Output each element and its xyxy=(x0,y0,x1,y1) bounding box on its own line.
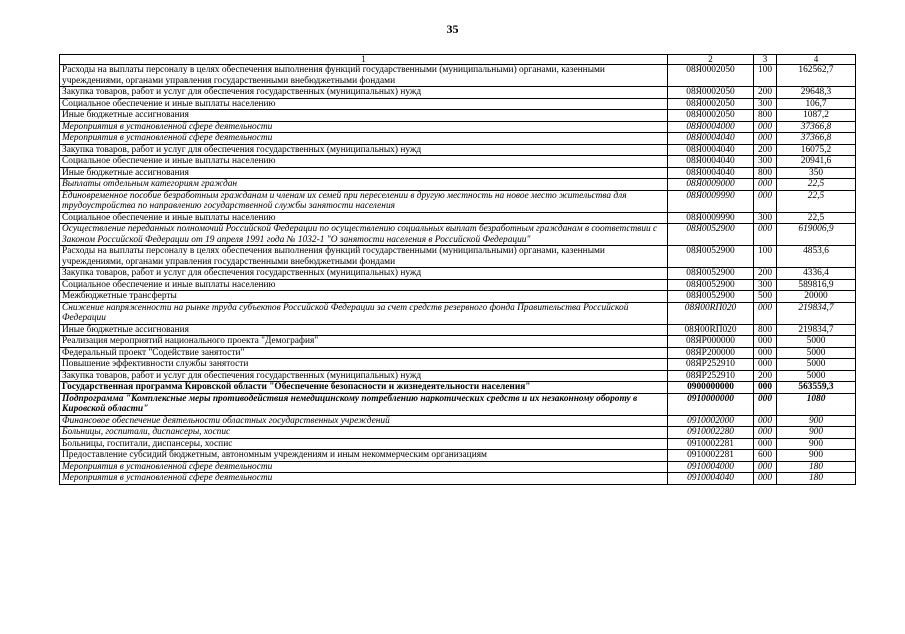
row-name-cell: Закупка товаров, работ и услуг для обеспечения государственных (муниципальных) нужд xyxy=(60,144,668,156)
table-row xyxy=(60,98,856,110)
row-code-cell: 0910002281 xyxy=(668,450,754,462)
table-row xyxy=(60,347,856,359)
row-vr-cell: 100 xyxy=(754,246,777,268)
row-sum-cell: 900 xyxy=(777,450,856,462)
row-sum-cell: 180 xyxy=(777,473,856,485)
table-row xyxy=(60,65,856,87)
budget-table xyxy=(59,54,856,485)
row-sum-cell: 37366,8 xyxy=(777,133,856,145)
row-name-cell: Реализация мероприятий национального проекта "Демография" xyxy=(60,336,668,348)
row-vr-cell: 200 xyxy=(754,144,777,156)
table-row xyxy=(60,246,856,268)
row-code-cell: 08Я0004040 xyxy=(668,167,754,179)
header-col-4: 4 xyxy=(777,55,856,65)
row-sum-cell: 350 xyxy=(777,167,856,179)
row-name-cell: Закупка товаров, работ и услуг для обеспечения государственных (муниципальных) нужд xyxy=(60,268,668,280)
row-sum-cell: 29648,3 xyxy=(777,87,856,99)
row-name-cell: Закупка товаров, работ и услуг для обеспечения государственных (муниципальных) нужд xyxy=(60,87,668,99)
row-vr-cell: 000 xyxy=(754,427,777,439)
row-vr-cell: 200 xyxy=(754,370,777,382)
row-sum-cell: 106,7 xyxy=(777,98,856,110)
row-code-cell: 08Я0052900 xyxy=(668,279,754,291)
row-vr-cell: 200 xyxy=(754,87,777,99)
table-row xyxy=(60,427,856,439)
row-name-cell: Социальное обеспечение и иные выплаты населению xyxy=(60,212,668,224)
row-vr-cell: 000 xyxy=(754,359,777,371)
row-sum-cell: 219834,7 xyxy=(777,302,856,324)
row-sum-cell: 16075,2 xyxy=(777,144,856,156)
row-vr-cell: 000 xyxy=(754,336,777,348)
row-vr-cell: 300 xyxy=(754,156,777,168)
row-name-cell: Повышение эффективности службы занятости xyxy=(60,359,668,371)
row-sum-cell: 37366,8 xyxy=(777,121,856,133)
row-vr-cell: 000 xyxy=(754,415,777,427)
row-vr-cell: 300 xyxy=(754,98,777,110)
row-vr-cell: 000 xyxy=(754,190,777,212)
row-name-cell: Выплаты отдельным категориям граждан xyxy=(60,179,668,191)
row-sum-cell: 900 xyxy=(777,427,856,439)
row-code-cell: 08Я0004040 xyxy=(668,156,754,168)
table-row xyxy=(60,450,856,462)
row-sum-cell: 22,5 xyxy=(777,212,856,224)
row-code-cell: 08ЯP252910 xyxy=(668,370,754,382)
row-vr-cell: 200 xyxy=(754,268,777,280)
row-vr-cell: 800 xyxy=(754,167,777,179)
row-vr-cell: 000 xyxy=(754,393,777,415)
table-header-row xyxy=(60,55,856,65)
row-sum-cell: 589816,9 xyxy=(777,279,856,291)
row-code-cell: 0910002280 xyxy=(668,427,754,439)
row-sum-cell: 1087,2 xyxy=(777,110,856,122)
row-name-cell: Больницы, госпитали, диспансеры, хоспис xyxy=(60,427,668,439)
row-code-cell: 08Я0002050 xyxy=(668,65,754,87)
row-name-cell: Иные бюджетные ассигнования xyxy=(60,110,668,122)
row-name-cell: Федеральный проект "Содействие занятости" xyxy=(60,347,668,359)
table-row xyxy=(60,144,856,156)
row-name-cell: Социальное обеспечение и иные выплаты населению xyxy=(60,98,668,110)
header-col-1: 1 xyxy=(60,55,668,65)
row-code-cell: 08ЯP200000 xyxy=(668,347,754,359)
table-row xyxy=(60,393,856,415)
row-code-cell: 0900000000 xyxy=(668,382,754,394)
row-code-cell: 08Я0002050 xyxy=(668,87,754,99)
row-vr-cell: 300 xyxy=(754,212,777,224)
row-sum-cell: 162562,7 xyxy=(777,65,856,87)
row-vr-cell: 000 xyxy=(754,438,777,450)
row-sum-cell: 22,5 xyxy=(777,179,856,191)
row-code-cell: 08ЯP000000 xyxy=(668,336,754,348)
table-row xyxy=(60,87,856,99)
table-row xyxy=(60,167,856,179)
row-sum-cell: 20000 xyxy=(777,291,856,303)
row-code-cell: 08Я0002050 xyxy=(668,110,754,122)
row-sum-cell: 1080 xyxy=(777,393,856,415)
table-row xyxy=(60,336,856,348)
row-sum-cell: 5000 xyxy=(777,359,856,371)
row-code-cell: 08Я0009990 xyxy=(668,212,754,224)
table-row xyxy=(60,190,856,212)
row-code-cell: 08Я0052900 xyxy=(668,246,754,268)
row-name-cell: Снижение напряженности на рынке труда субъектов Российской Федерации за счет средств резервного фонда Правительства Российской Федерации xyxy=(60,302,668,324)
row-code-cell: 08Я0009990 xyxy=(668,190,754,212)
row-name-cell: Межбюджетные трансферты xyxy=(60,291,668,303)
row-name-cell: Финансовое обеспечение деятельности областных государственных учреждений xyxy=(60,415,668,427)
row-code-cell: 08Я0004000 xyxy=(668,121,754,133)
row-sum-cell: 619006,9 xyxy=(777,224,856,246)
row-sum-cell: 900 xyxy=(777,415,856,427)
row-sum-cell: 219834,7 xyxy=(777,324,856,336)
row-name-cell: Социальное обеспечение и иные выплаты населению xyxy=(60,279,668,291)
row-code-cell: 0910004000 xyxy=(668,461,754,473)
row-vr-cell: 000 xyxy=(754,179,777,191)
row-vr-cell: 000 xyxy=(754,133,777,145)
row-sum-cell: 4336,4 xyxy=(777,268,856,280)
row-code-cell: 08Я0004040 xyxy=(668,133,754,145)
row-name-cell: Расходы на выплаты персоналу в целях обеспечения выполнения функций государственными (муниципальными) органами, казенными учреждениями, органами управления государственными внебюджетными фондами xyxy=(60,246,668,268)
row-sum-cell: 5000 xyxy=(777,336,856,348)
row-code-cell: 0910002281 xyxy=(668,438,754,450)
table-row xyxy=(60,268,856,280)
row-code-cell: 0910004040 xyxy=(668,473,754,485)
table-row xyxy=(60,461,856,473)
table-row xyxy=(60,291,856,303)
header-col-2: 2 xyxy=(668,55,754,65)
row-vr-cell: 300 xyxy=(754,279,777,291)
row-name-cell: Мероприятия в установленной сфере деятельности xyxy=(60,461,668,473)
table-row xyxy=(60,438,856,450)
table-row xyxy=(60,279,856,291)
table-row xyxy=(60,224,856,246)
row-code-cell: 08Я0052900 xyxy=(668,291,754,303)
row-name-cell: Подпрограмма "Комплексные меры противодействия немедицинскому потреблению наркотических средств и их незаконному обороту в Кировской области" xyxy=(60,393,668,415)
row-vr-cell: 000 xyxy=(754,121,777,133)
row-code-cell: 08Я0004040 xyxy=(668,144,754,156)
row-name-cell: Закупка товаров, работ и услуг для обеспечения государственных (муниципальных) нужд xyxy=(60,370,668,382)
table-row xyxy=(60,415,856,427)
row-name-cell: Больницы, госпитали, диспансеры, хоспис xyxy=(60,438,668,450)
table-row xyxy=(60,382,856,394)
row-vr-cell: 000 xyxy=(754,302,777,324)
row-name-cell: Единовременное пособие безработным гражданам и членам их семей при переселении в другую местность на новое место жительства для трудоустройства по направлению государственной службы занятости населения xyxy=(60,190,668,212)
row-vr-cell: 100 xyxy=(754,65,777,87)
row-code-cell: 08Я0002050 xyxy=(668,98,754,110)
row-vr-cell: 000 xyxy=(754,461,777,473)
row-sum-cell: 5000 xyxy=(777,347,856,359)
row-sum-cell: 4853,6 xyxy=(777,246,856,268)
row-name-cell: Иные бюджетные ассигнования xyxy=(60,324,668,336)
row-code-cell: 0910002000 xyxy=(668,415,754,427)
table-row xyxy=(60,370,856,382)
row-sum-cell: 20941,6 xyxy=(777,156,856,168)
table-row xyxy=(60,324,856,336)
row-code-cell: 08Я0052900 xyxy=(668,268,754,280)
table-row xyxy=(60,473,856,485)
table-row xyxy=(60,179,856,191)
row-code-cell: 08Я00RП020 xyxy=(668,324,754,336)
row-code-cell: 08Я0009000 xyxy=(668,179,754,191)
row-name-cell: Иные бюджетные ассигнования xyxy=(60,167,668,179)
row-sum-cell: 22,5 xyxy=(777,190,856,212)
row-vr-cell: 800 xyxy=(754,324,777,336)
row-name-cell: Расходы на выплаты персоналу в целях обеспечения выполнения функций государственными (муниципальными) органами, казенными учреждениями, органами управления государственными внебюджетными фондами xyxy=(60,65,668,87)
row-name-cell: Государственная программа Кировской области "Обеспечение безопасности и жизнедеятельности населения" xyxy=(60,382,668,394)
row-name-cell: Предоставление субсидий бюджетным, автономным учреждениям и иным некоммерческим организациям xyxy=(60,450,668,462)
table-row xyxy=(60,121,856,133)
row-sum-cell: 563559,3 xyxy=(777,382,856,394)
row-code-cell: 08Я00RП020 xyxy=(668,302,754,324)
row-vr-cell: 800 xyxy=(754,110,777,122)
row-name-cell: Осуществление переданных полномочий Российской Федерации по осуществлению социальных выплат безработным гражданам в соответствии с Законом Российской Федерации от 19 апреля 1991 года № 1032-1 "О занятости населения в Российской Федерации" xyxy=(60,224,668,246)
page-number: 35 xyxy=(446,22,459,36)
row-sum-cell: 180 xyxy=(777,461,856,473)
header-col-3: 3 xyxy=(754,55,777,65)
table-row xyxy=(60,156,856,168)
table-row xyxy=(60,110,856,122)
row-code-cell: 08ЯP252910 xyxy=(668,359,754,371)
row-vr-cell: 600 xyxy=(754,450,777,462)
row-sum-cell: 900 xyxy=(777,438,856,450)
row-vr-cell: 000 xyxy=(754,473,777,485)
table-row xyxy=(60,302,856,324)
row-vr-cell: 000 xyxy=(754,382,777,394)
row-vr-cell: 500 xyxy=(754,291,777,303)
row-name-cell: Мероприятия в установленной сфере деятельности xyxy=(60,473,668,485)
row-name-cell: Мероприятия в установленной сфере деятельности xyxy=(60,121,668,133)
table-row xyxy=(60,359,856,371)
row-code-cell: 0910000000 xyxy=(668,393,754,415)
row-name-cell: Социальное обеспечение и иные выплаты населению xyxy=(60,156,668,168)
row-sum-cell: 5000 xyxy=(777,370,856,382)
row-code-cell: 08Я0052900 xyxy=(668,224,754,246)
row-vr-cell: 000 xyxy=(754,224,777,246)
row-name-cell: Мероприятия в установленной сфере деятельности xyxy=(60,133,668,145)
table-row xyxy=(60,133,856,145)
table-row xyxy=(60,212,856,224)
row-vr-cell: 000 xyxy=(754,347,777,359)
